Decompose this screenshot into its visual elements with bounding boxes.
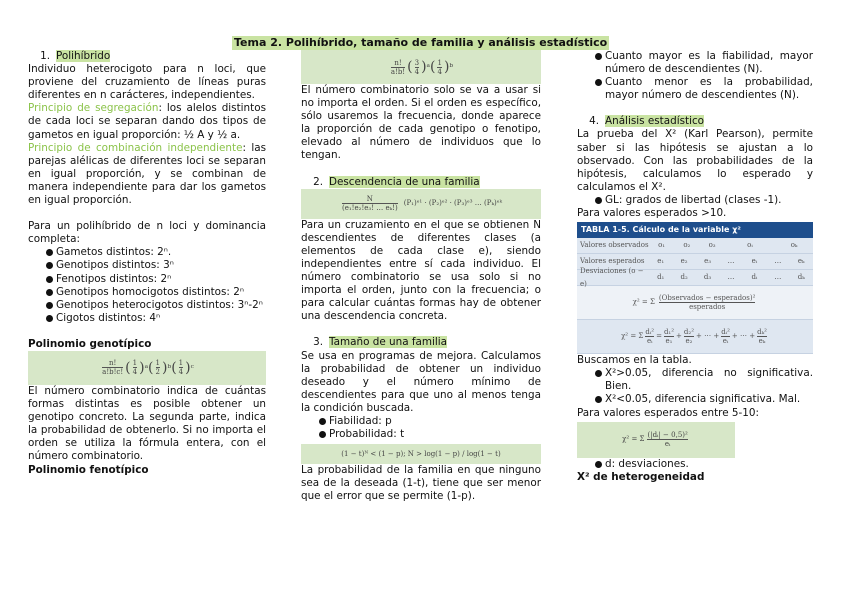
table-cell: d₁ <box>657 273 665 282</box>
combination-text: : las parejas alélicas de diferentes loci se separan en igual proporción, y se combinan de manera independiente para dar los gametos en igual proporción. <box>28 141 266 207</box>
size-formula-image: (1 − t)ᴺ < (1 − p); N > log(1 − p) / log(1 − t) <box>301 444 541 464</box>
table-cell: dᵢ <box>751 273 758 282</box>
list-item: Cuanto menor es la probabilidad, mayor número de descendientes (N). <box>577 76 813 102</box>
combinatorial-text: El número combinatorio solo se va a usar si no importa el orden. Si el orden es específico, sólo usaremos la frecuencia, donde aparece la proporción de cada genotipo o fenotipo, elevado al número de individuos que lo tengan. <box>301 84 541 162</box>
section-4-heading <box>577 115 813 128</box>
list-item: Fiabilidad: p <box>301 415 541 428</box>
section-title: Análisis estadístico <box>605 115 705 128</box>
polyhybrid-text: Para un polihíbrido de n loci y dominancia completa: <box>28 220 266 246</box>
list-item: X²>0.05, diferencia no significativa. Bien. <box>577 367 813 393</box>
table-cell: e₃ <box>704 257 712 266</box>
list-item: Genotipos distintos: 3ⁿ <box>28 259 266 272</box>
table-cell: … <box>727 257 735 266</box>
table-cell: e₂ <box>680 257 688 266</box>
table-row <box>577 266 813 288</box>
phenotypic-heading: Polinomio fenotípico <box>28 463 149 476</box>
table-equation-2: χ² = Σ $\frac{\text{dᵢ²}}{\text{eᵢ}}$ = $\frac{\text{d₁²}}{\text{e₁}}$ + $\frac{\text{d₂²}}{\text{e₂}}$ + ⋯ + $\frac{\text{dᵢ²}}{\text{eᵢ}}$ + ⋯ + $\frac{\text{dₖ²}}{\text{eₖ}}$ <box>577 320 813 354</box>
list-item: X²<0.05, diferencia significativa. Mal. <box>577 393 813 406</box>
section-title: Tamaño de una familia <box>329 336 448 349</box>
list-item: Cuanto mayor es la fiabilidad, mayor número de descendientes (N). <box>577 50 813 76</box>
table-cell: eᵢ <box>751 257 758 266</box>
list-item: d: desviaciones. <box>577 458 813 471</box>
list-item: Genotipos heterocigotos distintos: 3ⁿ-2ⁿ <box>28 299 266 312</box>
genotypic-heading: Polinomio genotípico <box>28 337 152 350</box>
deviation-list <box>577 458 813 471</box>
list-item: GL: grados de libertad (clases -1). <box>577 194 813 207</box>
list-item: Genotipos homocigotos distintos: 2ⁿ <box>28 286 266 299</box>
chi-square-table-image <box>577 222 813 354</box>
table-row <box>577 238 813 254</box>
table-cell: … <box>727 273 735 282</box>
section-number: 3. <box>313 336 323 349</box>
section-number: 2. <box>313 175 323 188</box>
table-cell: … <box>774 273 782 282</box>
search-table-text: Buscamos en la tabla. <box>577 354 692 367</box>
significance-list <box>577 367 813 406</box>
page-title: Tema 2. Polihíbrido, tamaño de familia y análisis estadístico <box>234 36 608 49</box>
section-2-heading <box>301 176 541 189</box>
table-cell: o₂ <box>683 241 691 250</box>
combination-paragraph <box>28 142 266 207</box>
segregation-text: : los alelos distintos de cada loci se separan dando dos tipos de gametos en igual proporción: ½ A y ½ a. <box>28 102 266 141</box>
expected-values-text: Para valores esperados >10. <box>577 207 727 220</box>
genotypic-formula-image: $\frac{n!}{a!b!c!}$ ( $\frac{1}{4}$ ) a ( $\frac{1}{2}$ ) b ( $\frac{1}{4}$ ) c <box>28 351 266 385</box>
polyhybrid-list <box>28 246 266 325</box>
section-number: 1. <box>40 50 50 62</box>
expected-values-2-text: Para valores esperados entre 5-10: <box>577 406 759 419</box>
phenotypic-formula-image: $\frac{n!}{a!b!}$ ( $\frac{3}{4}$ ) a ( $\frac{1}{4}$ ) b <box>301 50 541 84</box>
equation-denominator: esperados <box>689 303 726 312</box>
table-cell: o₁ <box>658 241 666 250</box>
table-cell: e₁ <box>657 257 665 266</box>
segregation-label: Principio de segregación <box>28 102 159 115</box>
table-equation-1: χ² = Σ $\frac{\text{(Observados − esperados)²}}{\text{esperados}}$ <box>577 286 813 320</box>
list-item: Cigotos distintos: 4ⁿ <box>28 312 266 325</box>
column-2 <box>301 50 541 503</box>
heterogeneity-heading: X² de heterogeneidad <box>577 470 705 483</box>
gl-list <box>577 194 813 207</box>
table-cell: oₖ <box>790 241 798 250</box>
section-title: Descendencia de una familia <box>329 175 480 188</box>
genotypic-text: El número combinatorio indica de cuántas formas distintas es posible obtener un genotipo concreto. La segunda parte, indica la probabilidad de obtenerlo. Si no importa el orden se utiliza la fórmula entera, con el número combinatorio. <box>28 384 266 463</box>
table-cell: dₖ <box>797 273 805 282</box>
section-1-heading <box>28 50 266 63</box>
column-1 <box>28 50 266 477</box>
combination-label: Principio de combinación independiente <box>28 141 243 154</box>
table-cell: o₃ <box>708 241 716 250</box>
equation-numerator: (Observados − esperados)² <box>658 294 756 303</box>
family-formula-image: $\frac{N}{\text{(e₁!e₂!e₃! … eₖ!)}}$ (P₁)ᵉ¹ · (P₂)ᵉ² · (P₃)ᵉ³ … (Pₖ)ᵉᵏ <box>301 189 541 219</box>
column-3 <box>577 50 813 484</box>
table-cell: d₃ <box>703 273 712 282</box>
table-cell: … <box>774 257 782 266</box>
section-title: Polihíbrido <box>56 50 111 62</box>
list-item: Fenotipos distintos: 2ⁿ <box>28 273 266 286</box>
chi-square-text: La prueba del X² (Karl Pearson), permite saber si las hipótesis se ajustan a lo observado. Con las probabilidades de la hipótesis, calculamos lo esperado y calculamos el X². <box>577 128 813 193</box>
segregation-paragraph <box>28 102 266 141</box>
reliability-list <box>577 50 813 102</box>
yates-formula-image: χ² = Σ $\frac{\text{(|dᵢ| − 0,5)²}}{\text{eᵢ}}$ <box>577 422 735 458</box>
list-item: Probabilidad: t <box>301 428 541 441</box>
table-cell: oᵢ <box>747 241 753 250</box>
row-label: Valores observados <box>580 241 649 250</box>
section-number: 4. <box>589 115 599 128</box>
list-item: Gametos distintos: 2ⁿ. <box>28 246 266 259</box>
table-cell: d₂ <box>680 273 688 282</box>
family-size-list <box>301 415 541 441</box>
intro-text: Individuo heterocigoto para n loci, que proviene del cruzamiento de líneas puras diferentes en n carácteres, independientes. <box>28 63 266 102</box>
table-cell: eₖ <box>797 257 805 266</box>
row-label: Valores esperados <box>580 257 645 266</box>
family-size-text: Se usa en programas de mejora. Calculamos la probabilidad de obtener un individuo deseado y el número mínimo de descendientes para que uno al menos tenga la condición buscada. <box>301 349 541 414</box>
probability-text: La probabilidad de la familia en que ninguno sea de la deseada (1-t), tiene que ser menor que el error que se permite (1-p). <box>301 464 541 503</box>
row-label: Desviaciones (o − e) <box>580 266 644 288</box>
table-title: TABLA 1-5. Cálculo de la variable χ² <box>577 222 813 238</box>
descent-text: Para un cruzamiento en el que se obtienen N descendientes de diferentes clases (a elementos de cada clase e), siendo independientes entre sí cada individuo. El número combinatorio se usa solo si no importa el orden, junto con la frecuencia; o para calcular cuántas formas hay de obtener una descendencia concreta. <box>301 218 541 323</box>
section-3-heading <box>301 336 541 349</box>
